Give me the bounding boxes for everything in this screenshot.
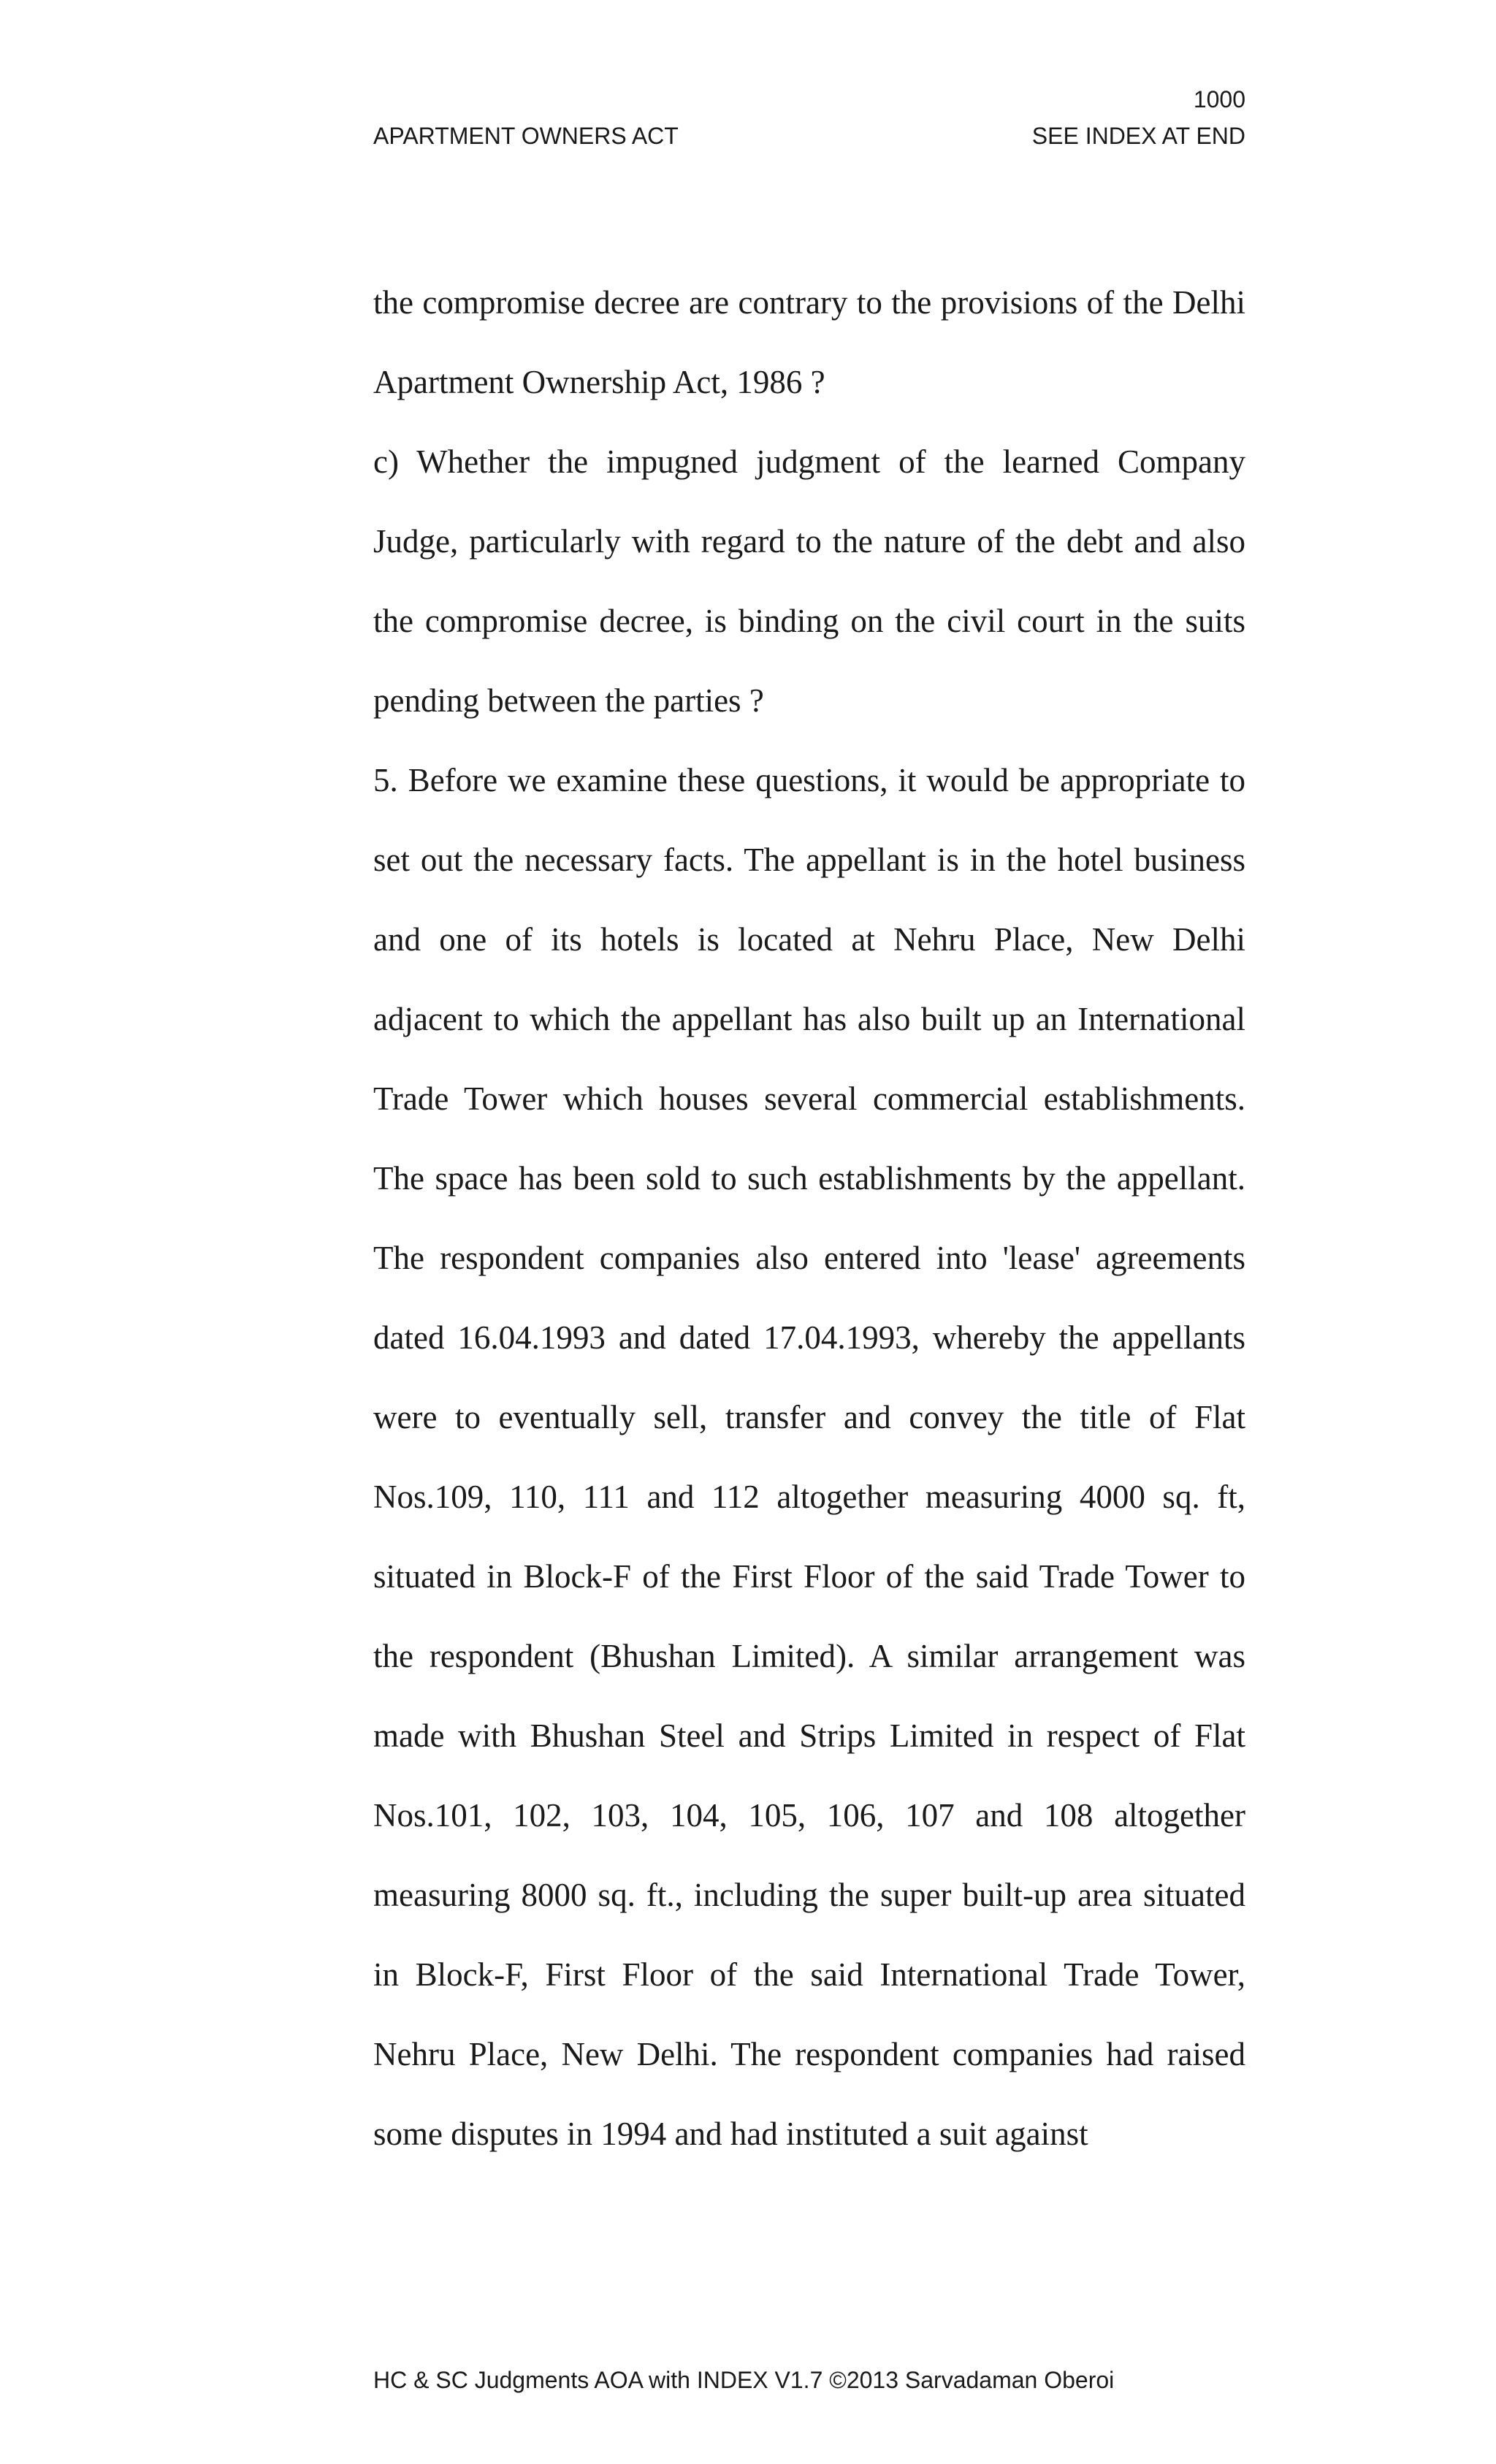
header-title: APARTMENT OWNERS ACT bbox=[373, 123, 679, 149]
header-index-note: SEE INDEX AT END bbox=[1031, 123, 1245, 149]
footer-copyright: HC & SC Judgments AOA with INDEX V1.7 ©2013 Sarvadaman Oberoi bbox=[373, 2367, 1115, 2393]
page-number: 1000 bbox=[1193, 86, 1245, 112]
paragraph-question-c: c) Whether the impugned judgment of the learned Company Judge, particularly with regard to the nature of the debt and also the compromise decree, is binding on the civil court in the suits pending between the parties ? bbox=[373, 443, 1245, 719]
document-body bbox=[373, 263, 1245, 2174]
paragraph-5: 5. Before we examine these questions, it would be appropriate to set out the necessary facts. The appellant is in the hotel business and one of its hotels is located at Nehru Place, New Delhi adjacent to which the appellant has also built up an International Trade Tower which houses several commercial establishments. The space has been sold to such establishments by the appellant. The respondent companies also entered into 'lease' agreements dated 16.04.1993 and dated 17.04.1993, whereby the appellants were to eventually sell, transfer and convey the title of Flat Nos.109, 110, 111 and 112 altogether measuring 4000 sq. ft, situated in Block-F of the First Floor of the said Trade Tower to the respondent (Bhushan Limited). A similar arrangement was made with Bhushan Steel and Strips Limited in respect of Flat Nos.101, 102, 103, 104, 105, 106, 107 and 108 altogether measuring 8000 sq. ft., including the super built-up area situated in Block-F, First Floor of the said International Trade Tower, Nehru Place, New Delhi. The respondent companies had raised some disputes in 1994 and had instituted a suit against bbox=[373, 762, 1245, 2152]
running-header bbox=[373, 124, 1245, 148]
paragraph-continuation: the compromise decree are contrary to the provisions of the Delhi Apartment Ownership Act, 1986 ? bbox=[373, 284, 1245, 400]
